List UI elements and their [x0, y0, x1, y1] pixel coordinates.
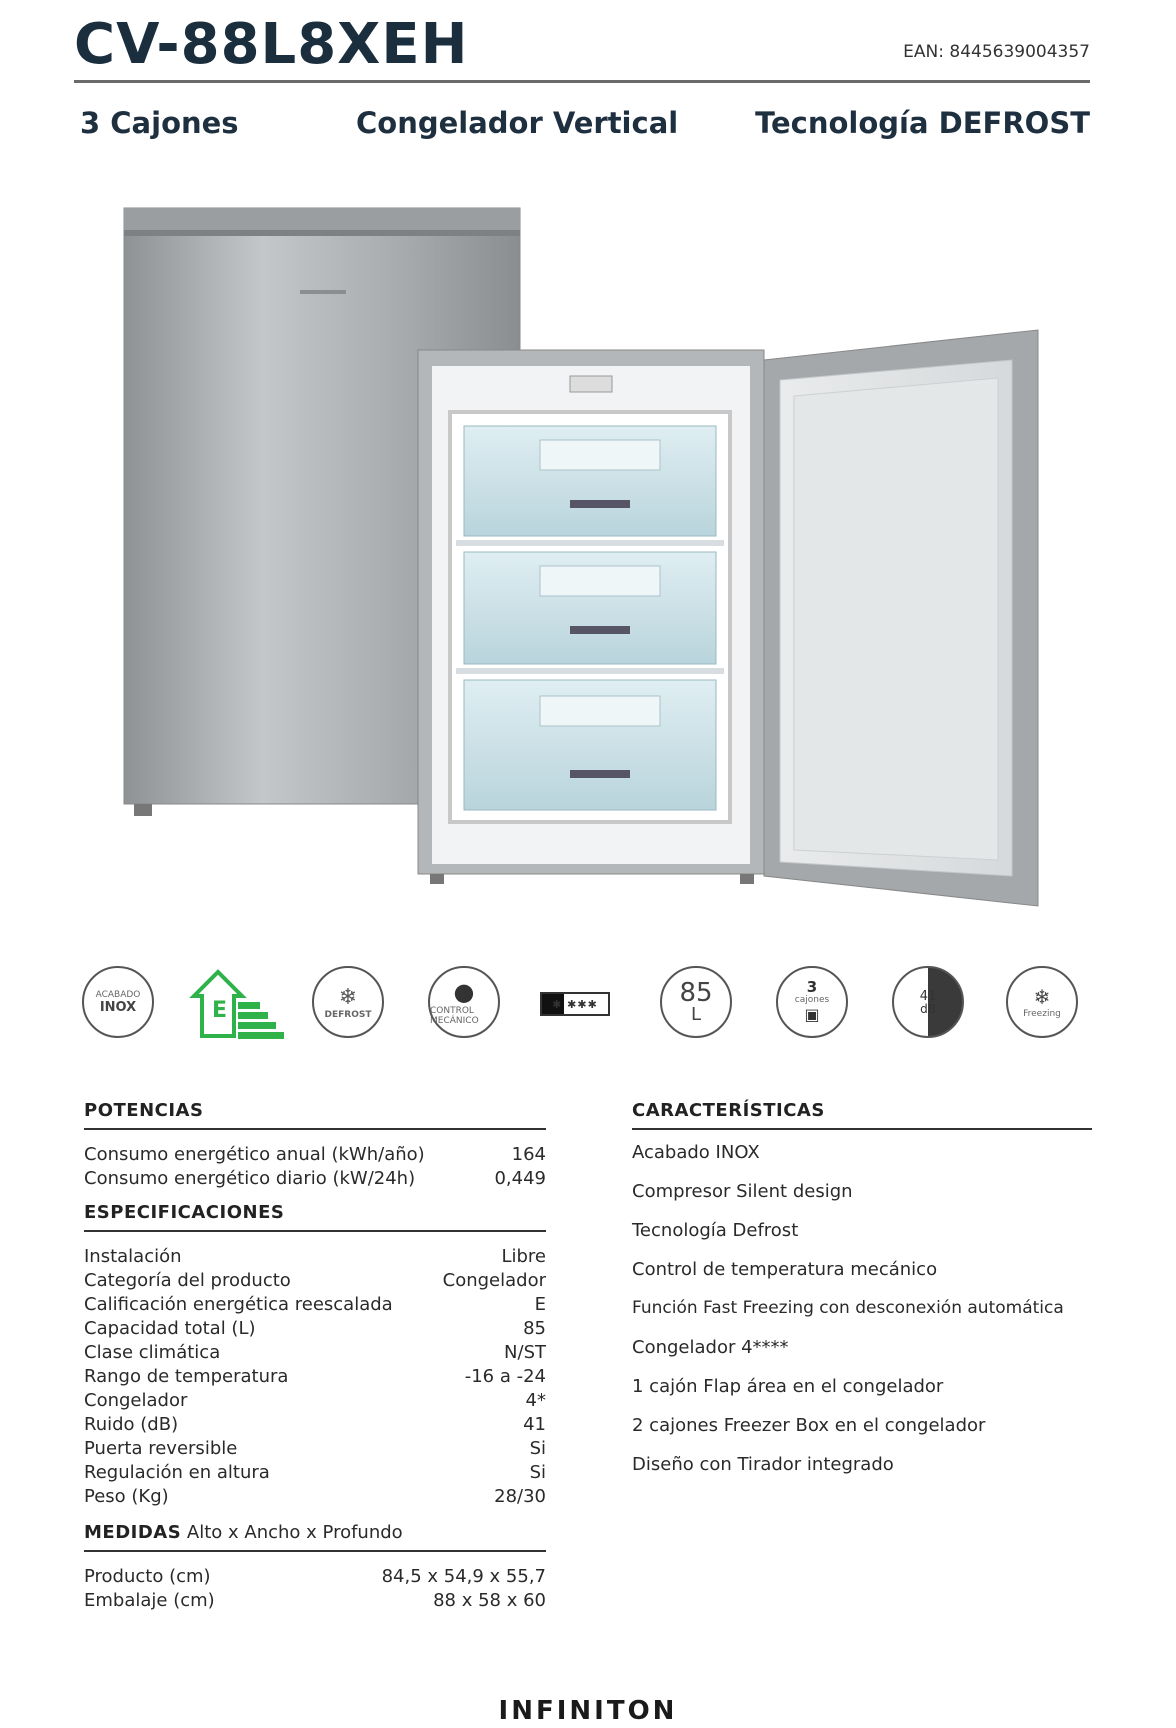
spec-value: N/ST: [504, 1342, 546, 1363]
spec-label: Regulación en altura: [84, 1462, 270, 1483]
spec-label: Consumo energético diario (kW/24h): [84, 1168, 416, 1189]
spec-value: E: [534, 1294, 546, 1315]
noise-value: 41: [919, 988, 937, 1004]
caracteristicas-divider: [632, 1128, 1092, 1130]
spec-row: [84, 1366, 546, 1390]
spec-value: -16 a -24: [464, 1366, 546, 1387]
list-item: Diseño con Tirador integrado: [632, 1454, 894, 1475]
spec-row: [84, 1438, 546, 1462]
spec-row: [84, 1246, 546, 1270]
especificaciones-divider: [84, 1230, 546, 1232]
feature-icon-strip: [74, 966, 1090, 1056]
spec-label: Categoría del producto: [84, 1270, 291, 1291]
four-star-label: ✱ ✱✱✱: [552, 997, 598, 1011]
drawers-value: 3: [806, 978, 818, 996]
inox-finish-label: INOX: [99, 999, 137, 1015]
energy-class-icon: [188, 966, 288, 1042]
features-right-column: [632, 1100, 1092, 1500]
spec-value: 4*: [525, 1390, 546, 1411]
drawer-box-icon: ▣: [804, 1005, 820, 1024]
list-item: 2 cajones Freezer Box en el congelador: [632, 1415, 986, 1436]
spec-label: Puerta reversible: [84, 1438, 238, 1459]
medidas-title: MEDIDAS: [84, 1522, 182, 1543]
snowflake-drop-icon: ❄: [338, 984, 358, 1010]
spec-row: [84, 1566, 546, 1590]
capacity-value: 85: [679, 978, 713, 1008]
spec-value: 85: [523, 1318, 546, 1339]
spec-left-column: [84, 1100, 546, 1620]
spec-value: 0,449: [494, 1168, 546, 1189]
spec-label: Producto (cm): [84, 1566, 211, 1587]
fast-freezing-label: Freezing: [1023, 1009, 1061, 1019]
ean-code: EAN: 8445639004357: [903, 42, 1090, 62]
spec-row: [84, 1462, 546, 1486]
spec-label: Peso (Kg): [84, 1486, 169, 1507]
spec-row: [84, 1486, 546, 1510]
mechanical-control-label: CONTROL MECÁNICO: [430, 1006, 479, 1026]
list-item: Tecnología Defrost: [632, 1220, 799, 1241]
spec-label: Ruido (dB): [84, 1414, 179, 1435]
spec-row: [84, 1294, 546, 1318]
feature-drawers: 3 Cajones: [80, 106, 239, 140]
spec-label: Calificación energética reescalada: [84, 1294, 393, 1315]
medidas-divider: [84, 1550, 546, 1552]
spec-label: Rango de temperatura: [84, 1366, 289, 1387]
drawers-icon: [776, 966, 852, 1042]
spec-value: 28/30: [494, 1486, 546, 1507]
drawers-label: cajones: [794, 995, 830, 1005]
spec-row: [84, 1590, 546, 1614]
dial-icon: ●: [453, 978, 475, 1006]
list-item: Función Fast Freezing con desconexión automática: [632, 1298, 1064, 1318]
feature-vertical-freezer: Congelador Vertical: [356, 106, 679, 140]
list-item: Congelador 4****: [632, 1337, 789, 1358]
defrost-label: DEFROST: [324, 1009, 372, 1020]
list-item: 1 cajón Flap área en el congelador: [632, 1376, 944, 1397]
spec-row: [84, 1414, 546, 1438]
spec-value: 84,5 x 54,9 x 55,7: [381, 1566, 546, 1587]
four-star-icon: [540, 992, 614, 1018]
capacity-unit: L: [690, 1004, 702, 1025]
mechanical-control-icon: [428, 966, 504, 1042]
spec-label: Clase climática: [84, 1342, 221, 1363]
spec-value: Si: [529, 1462, 546, 1483]
spec-value: 164: [511, 1144, 546, 1165]
list-item: Compresor Silent design: [632, 1181, 853, 1202]
model-title: CV-88L8XEH: [74, 12, 469, 77]
product-image: [100, 200, 1060, 920]
snowflake-icon: ❄: [1033, 985, 1051, 1009]
feature-defrost: Tecnología DEFROST: [755, 106, 1090, 140]
noise-icon: [892, 966, 968, 1042]
spec-row: [84, 1390, 546, 1414]
list-item: Control de temperatura mecánico: [632, 1259, 938, 1280]
spec-label: Instalación: [84, 1246, 182, 1267]
spec-value: 88 x 58 x 60: [433, 1590, 546, 1611]
medidas-subtitle: Alto x Ancho x Profundo: [186, 1522, 403, 1543]
spec-row: [84, 1144, 546, 1168]
noise-unit: dB: [920, 1001, 936, 1016]
energy-class-letter: E: [212, 998, 228, 1023]
spec-row: [84, 1342, 546, 1366]
especificaciones-title: ESPECIFICACIONES: [84, 1202, 285, 1223]
spec-row: [84, 1318, 546, 1342]
spec-label: Embalaje (cm): [84, 1590, 215, 1611]
brand-logo: INFINITON: [498, 1696, 678, 1726]
inox-finish-small-label: ACABADO: [95, 989, 141, 1000]
spec-value: Congelador: [442, 1270, 546, 1291]
spec-label: Congelador: [84, 1390, 188, 1411]
spec-value: 41: [523, 1414, 546, 1435]
potencias-title: POTENCIAS: [84, 1100, 204, 1121]
caracteristicas-title: CARACTERÍSTICAS: [632, 1100, 825, 1121]
spec-value: Si: [529, 1438, 546, 1459]
spec-row: [84, 1168, 546, 1192]
header-divider: [74, 80, 1090, 83]
inox-finish-icon: [82, 966, 158, 1042]
fast-freezing-icon: [1006, 966, 1082, 1042]
capacity-icon: [660, 966, 736, 1042]
spec-label: Capacidad total (L): [84, 1318, 256, 1339]
list-item: Acabado INOX: [632, 1142, 760, 1163]
potencias-divider: [84, 1128, 546, 1130]
open-freezer: [418, 350, 764, 884]
medidas-heading: [84, 1522, 403, 1543]
defrost-icon: [312, 966, 388, 1042]
spec-label: Consumo energético anual (kWh/año): [84, 1144, 425, 1165]
spec-row: [84, 1270, 546, 1294]
open-door: [764, 330, 1038, 906]
spec-value: Libre: [501, 1246, 546, 1267]
